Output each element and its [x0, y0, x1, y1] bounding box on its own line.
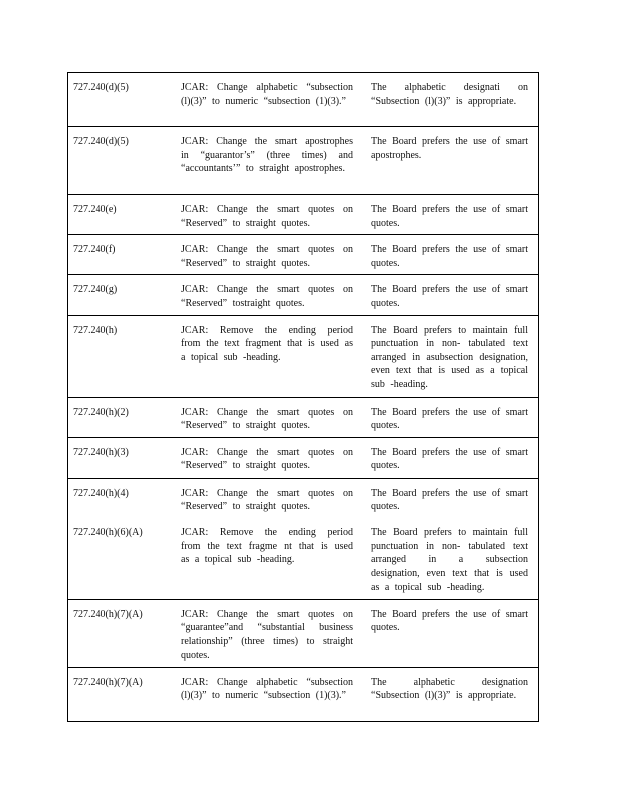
- board-response-cell: The Board prefers to maintain full punctuation in non- tabulated text arranged in a subsection designation, even text that is used as a topical sub -heading.: [365, 518, 539, 599]
- section-cell: 727.240(h)(7)(A): [68, 667, 176, 721]
- jcar-comment-cell: JCAR: Remove the ending period from the text fragment that is used as a topical sub -heading.: [175, 315, 365, 397]
- jcar-comment-cell: JCAR: Remove the ending period from the text fragme nt that is used as a topical sub -heading.: [175, 518, 365, 599]
- board-response-cell: The Board prefers the use of smart quotes.: [365, 275, 539, 315]
- board-response-cell: The Board prefers the use of smart quotes.: [365, 235, 539, 275]
- section-cell: 727.240(g): [68, 275, 176, 315]
- board-response-cell: The Board prefers the use of smart quotes.: [365, 437, 539, 478]
- board-response-cell: The Board prefers to maintain full punctuation in non- tabulated text arranged in asubsection designation, even text that is used as a topical sub -heading.: [365, 315, 539, 397]
- table-row: [68, 127, 539, 195]
- section-cell: 727.240(h)(7)(A): [68, 599, 176, 667]
- section-cell: 727.240(e): [68, 195, 176, 235]
- board-response-cell: The Board prefers the use of smart apostrophes.: [365, 127, 539, 195]
- jcar-comment-cell: JCAR: Change the smart apostrophes in “guarantor’s” (three times) and “accountants’” to straight apostrophes.: [175, 127, 365, 195]
- table-row: [68, 397, 539, 437]
- section-cell: 727.240(h)(2): [68, 397, 176, 437]
- section-cell: 727.240(d)(5): [68, 127, 176, 195]
- table-row: [68, 195, 539, 235]
- table-row: [68, 275, 539, 315]
- table-row: [68, 235, 539, 275]
- table-row: [68, 478, 539, 518]
- board-response-cell: The alphabetic designati on “Subsection (l)(3)” is appropriate.: [365, 73, 539, 127]
- table-row: [68, 518, 539, 599]
- section-cell: 727.240(h): [68, 315, 176, 397]
- board-response-cell: The Board prefers the use of smart quotes.: [365, 599, 539, 667]
- board-response-cell: The alphabetic designation “Subsection (l)(3)” is appropriate.: [365, 667, 539, 721]
- jcar-comment-cell: JCAR: Change alphabetic “subsection (l)(3)” to numeric “subsection (1)(3).”: [175, 667, 365, 721]
- jcar-comment-cell: JCAR: Change the smart quotes on “Reserved” to straight quotes.: [175, 397, 365, 437]
- jcar-comment-cell: JCAR: Change the smart quotes on “Reserved” to straight quotes.: [175, 235, 365, 275]
- comments-table: [67, 72, 539, 722]
- section-cell: 727.240(h)(4): [68, 478, 176, 518]
- section-cell: 727.240(d)(5): [68, 73, 176, 127]
- section-cell: 727.240(h)(3): [68, 437, 176, 478]
- jcar-comment-cell: JCAR: Change alphabetic “subsection (l)(3)” to numeric “subsection (1)(3).”: [175, 73, 365, 127]
- jcar-comment-cell: JCAR: Change the smart quotes on “Reserved” to straight quotes.: [175, 478, 365, 518]
- jcar-comment-cell: JCAR: Change the smart quotes on “Reserved” tostraight quotes.: [175, 275, 365, 315]
- table-row: [68, 315, 539, 397]
- jcar-comment-cell: JCAR: Change the smart quotes on “guarantee”and “substantial business relationship” (three times) to straight quotes.: [175, 599, 365, 667]
- table-row: [68, 437, 539, 478]
- table-row: [68, 73, 539, 127]
- section-cell: 727.240(f): [68, 235, 176, 275]
- table-row: [68, 667, 539, 721]
- board-response-cell: The Board prefers the use of smart quotes.: [365, 478, 539, 518]
- section-cell: 727.240(h)(6)(A): [68, 518, 176, 599]
- jcar-comment-cell: JCAR: Change the smart quotes on “Reserved” to straight quotes.: [175, 437, 365, 478]
- table-row: [68, 599, 539, 667]
- board-response-cell: The Board prefers the use of smart quotes.: [365, 195, 539, 235]
- jcar-comment-cell: JCAR: Change the smart quotes on “Reserved” to straight quotes.: [175, 195, 365, 235]
- board-response-cell: The Board prefers the use of smart quotes.: [365, 397, 539, 437]
